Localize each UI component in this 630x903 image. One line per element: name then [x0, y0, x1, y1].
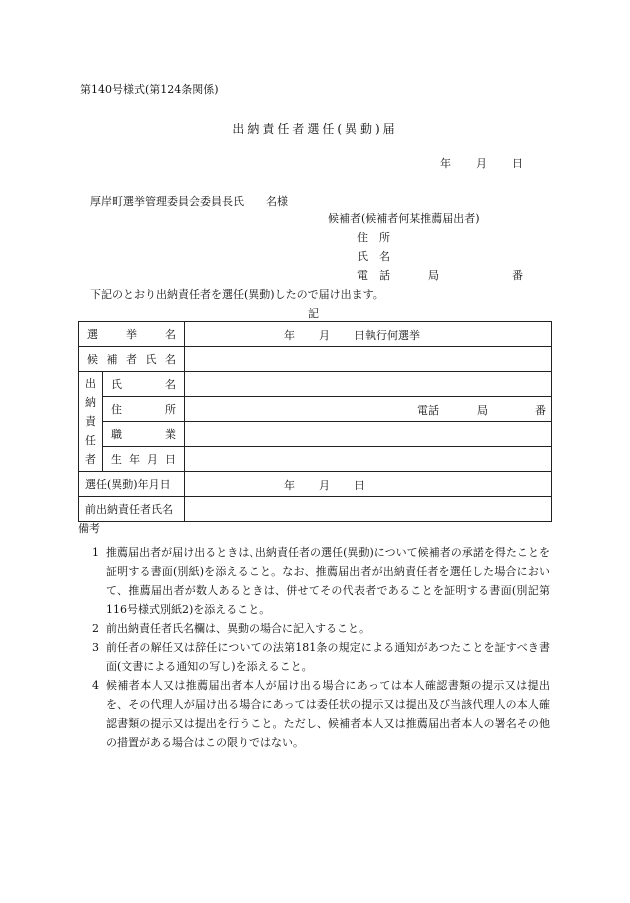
- addressee: 厚岸町選挙管理委員会委員長氏 名様: [90, 195, 288, 208]
- table-row-candidate-name: [79, 347, 552, 372]
- remark-text: 前出納責任者氏名欄は、異動の場合に記入すること。: [106, 622, 370, 635]
- appointment-month: 月: [319, 479, 330, 492]
- treasurer-birthdate-label: 生 年 月 日: [103, 447, 185, 472]
- form-number: 第140号様式(第124条関係): [80, 83, 219, 96]
- address-phone-label: 電話: [417, 404, 439, 417]
- remark-number: 3: [92, 641, 99, 654]
- remark-text: 推薦届出者が届け出るときは､出納責任者の選任(異動)について候補者の承諾を得たことを証明する書面(別紙)を添えること。なお、推薦届出者が出納責任者を選任した場合において、推薦届出者が数人あるときは、併せてその代表者であることを証明する書面(別記第116号様式別紙2)を添えること。: [106, 546, 550, 616]
- address-phone-office: 局: [477, 404, 488, 417]
- ki-marker: 記: [308, 307, 319, 320]
- treasurer-form-table: [78, 321, 552, 522]
- remark-number: 2: [92, 622, 99, 635]
- election-label: 選 挙 名: [79, 322, 185, 347]
- remark-text: 候補者本人又は推薦届出者本人が届け出る場合にあっては本人確認書類の提示又は提出を、その代理人が届け出る場合にあっては委任状の提示又は提出及び当該代理人の本人確認書類の提示又は提出を行うこと。ただし、候補者本人又は推薦届出者本人の署名その他の措置がある場合はこの限りではない。: [106, 679, 550, 749]
- table-row-treasurer-address: [79, 397, 552, 422]
- treasurer-name-label: 氏 名: [103, 372, 185, 397]
- candidate-name-field[interactable]: [185, 347, 552, 372]
- document-title: 出納責任者選任(異動)届: [232, 122, 398, 136]
- treasurer-occupation-field[interactable]: [185, 422, 552, 447]
- table-row-treasurer-birthdate: [79, 447, 552, 472]
- remark-number: 4: [92, 679, 99, 692]
- remark-text: 前任者の解任又は辞任についての法第181条の規定による通知があつたことを証すべき書面(文書による通知の写し)を添えること。: [106, 641, 550, 673]
- appointment-date-field[interactable]: [185, 472, 552, 497]
- appointment-year: 年: [284, 479, 295, 492]
- candidate-phone-number: 番: [512, 269, 523, 282]
- remarks-title: 備考: [78, 522, 100, 535]
- remark-item: [92, 543, 550, 619]
- table-row-treasurer-occupation: [79, 422, 552, 447]
- previous-treasurer-label: 前出納責任者氏名: [79, 497, 185, 522]
- treasurer-name-field[interactable]: [185, 372, 552, 397]
- table-row-previous-treasurer: [79, 497, 552, 522]
- date-year: 年: [440, 157, 451, 170]
- remark-item: [92, 638, 550, 676]
- election-year: 年: [284, 329, 295, 342]
- table-row-treasurer-name: [79, 372, 552, 397]
- treasurer-group-label: 出 納 責 任 者: [79, 372, 103, 472]
- treasurer-address-label: 住 所: [103, 397, 185, 422]
- candidate-heading: 候補者(候補者何某推薦届出者): [328, 212, 480, 225]
- treasurer-birthdate-field[interactable]: [185, 447, 552, 472]
- remark-number: 1: [92, 546, 99, 559]
- date-day: 日: [512, 157, 523, 170]
- election-rest: 日執行何選挙: [354, 329, 420, 342]
- date-month: 月: [476, 157, 487, 170]
- remark-item: [92, 619, 550, 638]
- election-month: 月: [319, 329, 330, 342]
- table-row-appointment-date: [79, 472, 552, 497]
- candidate-phone-label: 電 話: [357, 269, 390, 282]
- election-value-field[interactable]: [185, 322, 552, 347]
- appointment-date-label: 選任(異動)年月日: [79, 472, 185, 497]
- previous-treasurer-field[interactable]: [185, 497, 552, 522]
- candidate-name-label: 候 補 者 氏 名: [79, 347, 185, 372]
- address-phone-number: 番: [535, 404, 546, 417]
- candidate-phone-office: 局: [428, 269, 439, 282]
- candidate-name-label: 氏 名: [357, 250, 390, 263]
- remark-item: [92, 676, 550, 752]
- treasurer-occupation-label: 職 業: [103, 422, 185, 447]
- appointment-day: 日: [354, 479, 365, 492]
- table-row-election: [79, 322, 552, 347]
- candidate-address-label: 住 所: [357, 231, 390, 244]
- treasurer-address-field[interactable]: [185, 397, 552, 422]
- intro-text: 下記のとおり出納責任者を選任(異動)したので届け出ます。: [90, 288, 384, 301]
